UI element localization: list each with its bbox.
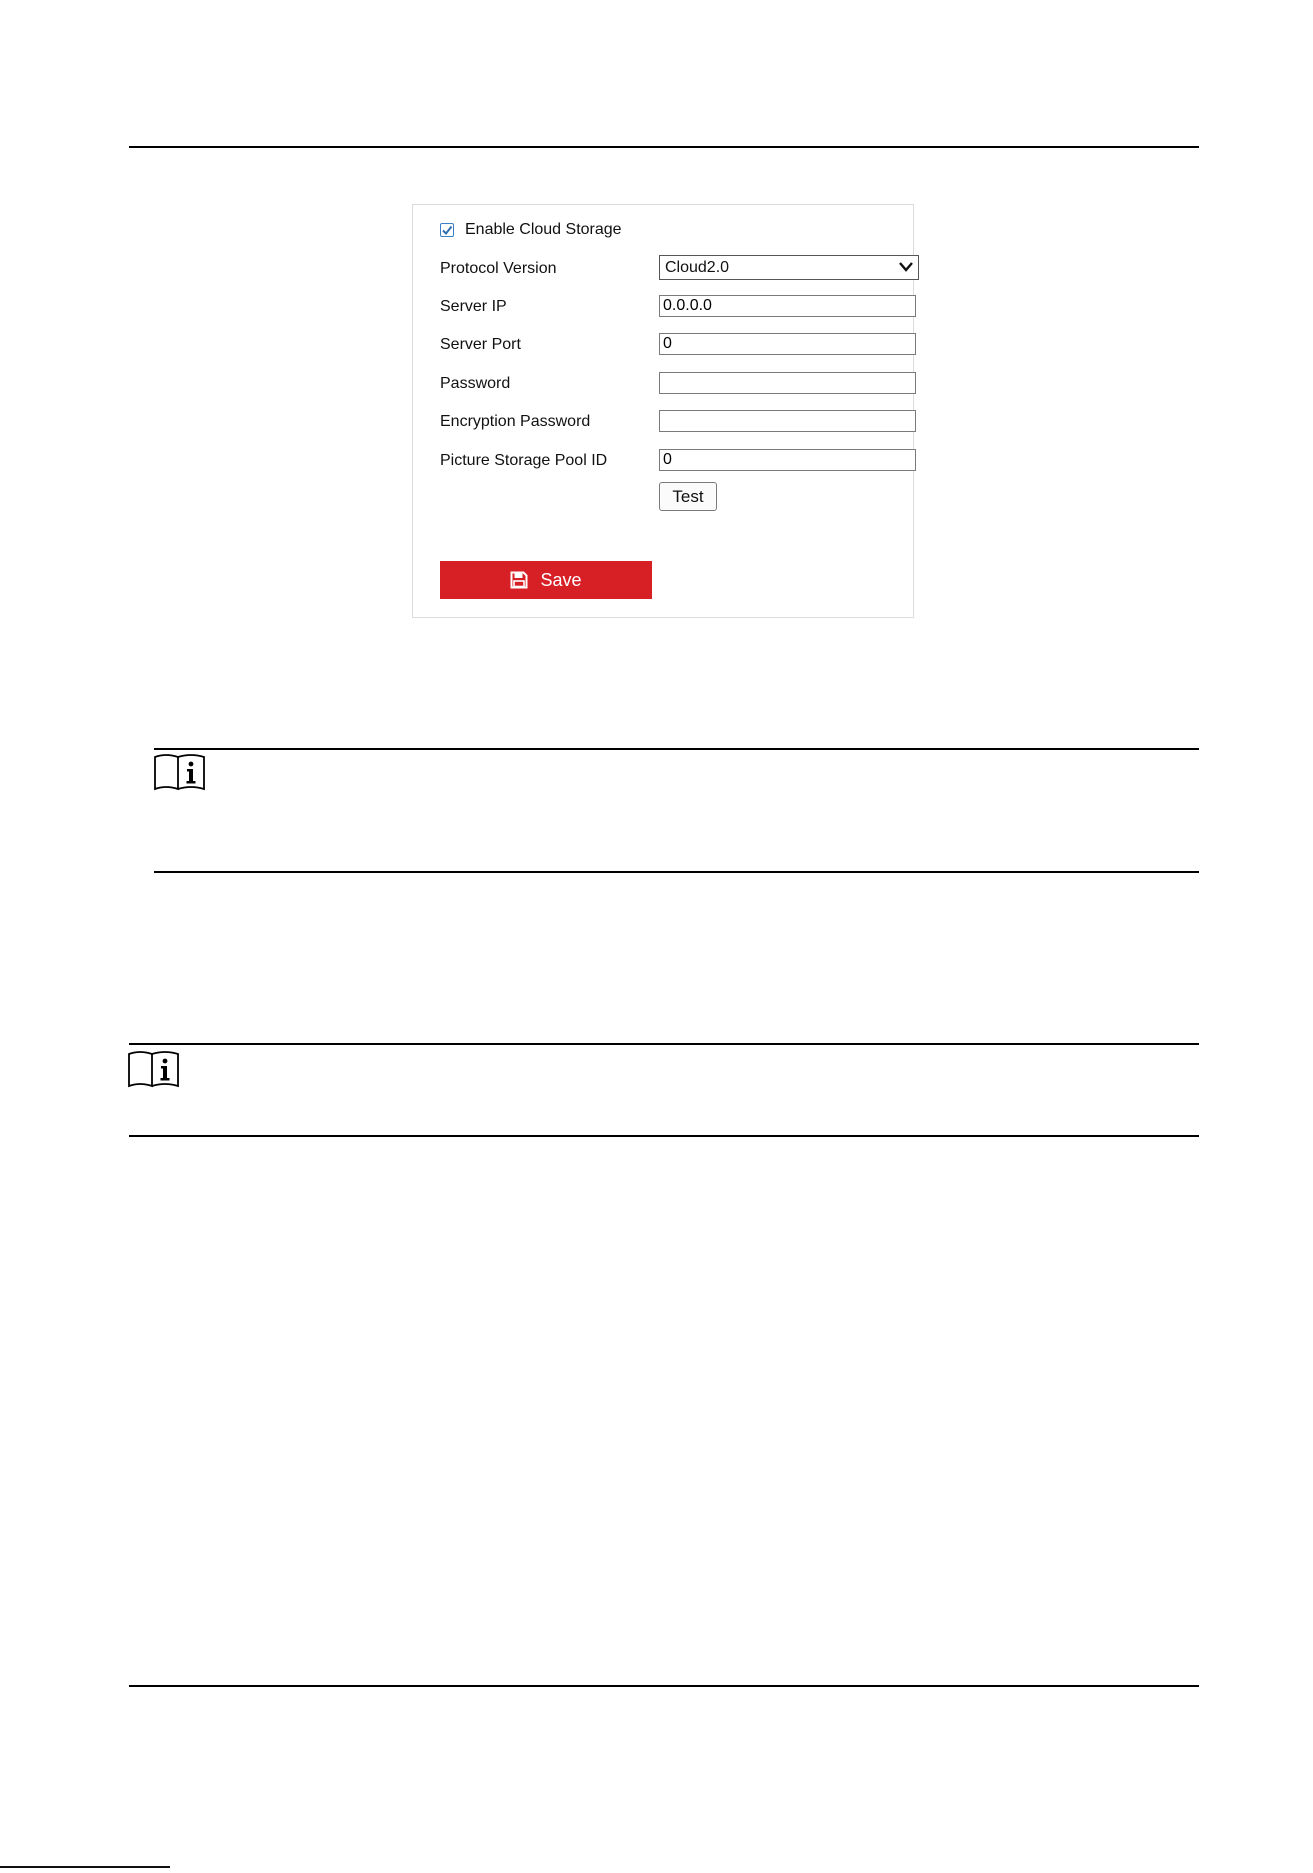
- enable-cloud-storage-checkbox[interactable]: [440, 223, 454, 237]
- test-button[interactable]: Test: [659, 482, 717, 511]
- server-port-input[interactable]: 0: [659, 333, 916, 355]
- encryption-password-row: [440, 410, 900, 434]
- checkmark-icon: [441, 224, 453, 236]
- picture-storage-pool-id-label: Picture Storage Pool ID: [440, 452, 608, 469]
- picture-storage-pool-id-row: [440, 449, 900, 473]
- enable-cloud-storage-row[interactable]: [440, 219, 622, 241]
- test-row: [440, 482, 900, 512]
- enable-cloud-storage-label: Enable Cloud Storage: [465, 221, 622, 238]
- footer-bar: [0, 1866, 170, 1868]
- encryption-password-input[interactable]: [659, 410, 916, 432]
- encryption-password-label: Encryption Password: [440, 413, 591, 430]
- note-bottom-rule: [154, 871, 1199, 873]
- chevron-down-icon: [898, 261, 914, 273]
- note-bottom-rule: [129, 1135, 1199, 1137]
- password-label: Password: [440, 375, 511, 392]
- note-book-info-icon: [127, 1050, 181, 1090]
- server-port-row: [440, 333, 900, 357]
- footer-rule: [129, 1685, 1199, 1687]
- protocol-version-label: Protocol Version: [440, 260, 557, 277]
- note-book-info-icon: [153, 753, 207, 793]
- cloud-storage-settings-panel: [412, 204, 914, 618]
- protocol-version-select[interactable]: [659, 255, 919, 280]
- header-rule: [129, 146, 1199, 148]
- server-port-label: Server Port: [440, 336, 521, 353]
- server-ip-label: Server IP: [440, 298, 507, 315]
- password-row: [440, 372, 900, 396]
- save-button-label: Save: [540, 569, 582, 590]
- protocol-version-value: Cloud2.0: [665, 259, 730, 276]
- footer-strip: [0, 1866, 1313, 1873]
- protocol-version-row: [440, 257, 900, 281]
- note-top-rule: [154, 748, 1199, 750]
- save-button[interactable]: [440, 561, 652, 599]
- picture-storage-pool-id-input[interactable]: 0: [659, 449, 916, 471]
- server-ip-input[interactable]: 0.0.0.0: [659, 295, 916, 317]
- note-top-rule: [129, 1043, 1199, 1045]
- server-ip-row: [440, 295, 900, 319]
- floppy-disk-icon: [510, 571, 528, 589]
- password-input[interactable]: [659, 372, 916, 394]
